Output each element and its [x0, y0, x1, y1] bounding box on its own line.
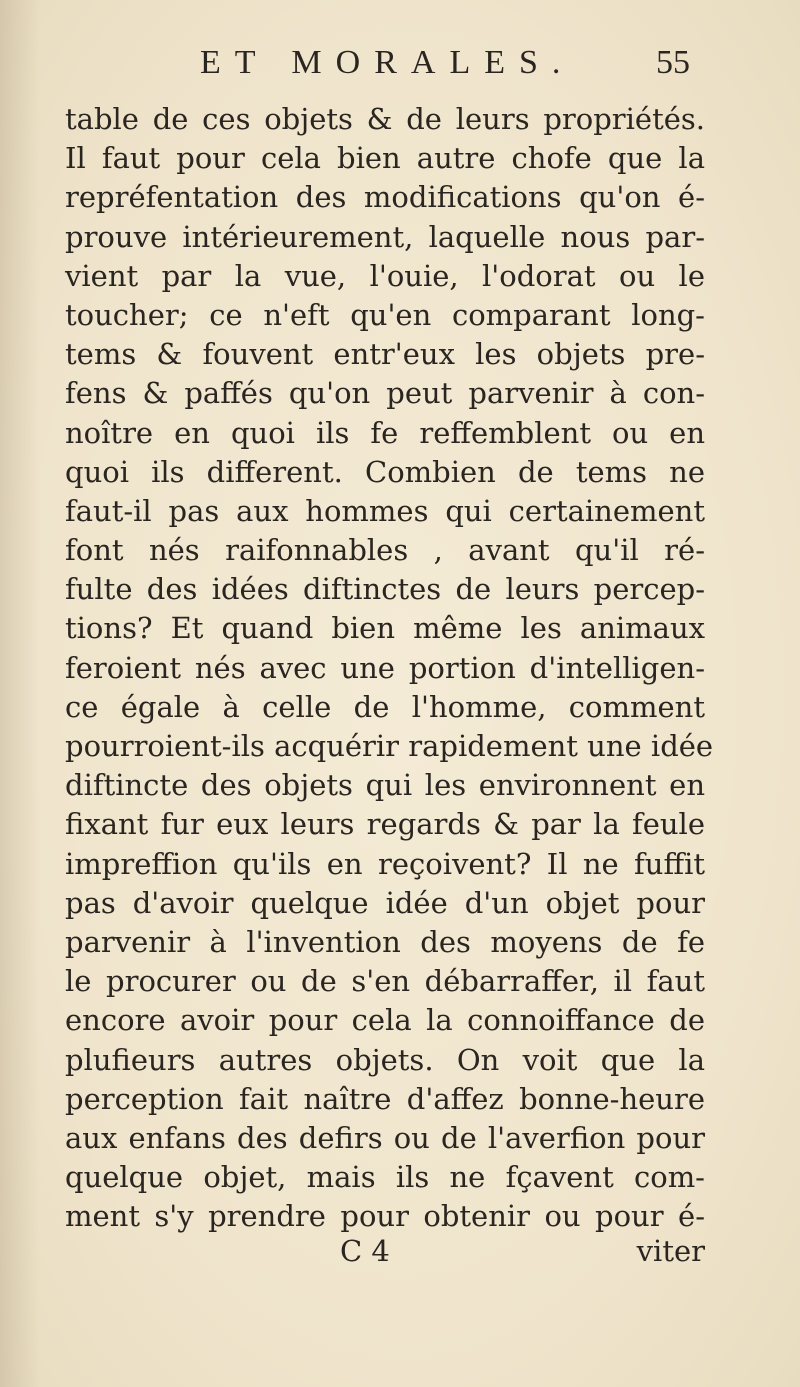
text-line: quoi ils different. Combien de tems ne [65, 454, 705, 489]
text-line: ce égale à celle de l'homme, comment [65, 689, 705, 724]
text-line: toucher; ce n'eft qu'en comparant long- [65, 297, 705, 332]
text-line: font nés raifonnables , avant qu'il ré- [65, 533, 705, 568]
page-number: 55 [656, 44, 690, 81]
text-line: encore avoir pour cela la connoiffance de [65, 1003, 705, 1038]
text-line: parvenir à l'invention des moyens de fe [65, 924, 705, 959]
text-line: fulte des idées diftinctes de leurs percep- [65, 572, 705, 607]
text-line: diftincte des objets qui les environnent en [65, 768, 705, 803]
page-footer [65, 1228, 705, 1270]
text-line: quelque objet, mais ils ne fçavent com- [65, 1160, 705, 1195]
text-line: feroient nés avec une portion d'intelligen- [65, 650, 705, 685]
text-line: repréfentation des modifications qu'on é- [65, 180, 705, 215]
running-title: ET MORALES. [200, 44, 575, 81]
text-line: prouve intérieurement, laquelle nous par- [65, 219, 705, 254]
catchword: viter [636, 1234, 705, 1268]
text-line: Il faut pour cela bien autre chofe que la [65, 141, 705, 176]
text-line: tems & fouvent entr'eux les objets pre- [65, 337, 705, 372]
text-line: tions? Et quand bien même les animaux [65, 611, 705, 646]
text-line: pas d'avoir quelque idée d'un objet pour [65, 885, 705, 920]
text-line: vient par la vue, l'ouie, l'odorat ou le [65, 258, 705, 293]
text-line: perception fait naître d'affez bonne-heure [65, 1081, 705, 1116]
text-line: table de ces objets & de leurs propriétés. [65, 102, 705, 136]
page-header [200, 40, 690, 90]
text-line: plufieurs autres objets. On voit que la [65, 1042, 705, 1077]
text-line: pourroient-ils acquérir rapidement une idée [65, 729, 714, 763]
body-text [65, 100, 714, 1236]
text-line: impreffion qu'ils en reçoivent? Il ne fuffit [65, 846, 705, 881]
text-line: fens & paffés qu'on peut parvenir à con- [65, 376, 705, 411]
text-line: fixant fur eux leurs regards & par la feule [65, 807, 705, 842]
text-line: noître en quoi ils fe reffemblent ou en [65, 415, 705, 450]
text-line: ment s'y prendre pour obtenir ou pour é- [65, 1199, 705, 1234]
signature-mark: C 4 [340, 1234, 390, 1268]
text-line: le procurer ou de s'en débarraffer, il faut [65, 964, 705, 999]
text-line: faut-il pas aux hommes qui certainement [65, 493, 705, 528]
text-line: aux enfans des defirs ou de l'averfion pour [65, 1120, 705, 1155]
